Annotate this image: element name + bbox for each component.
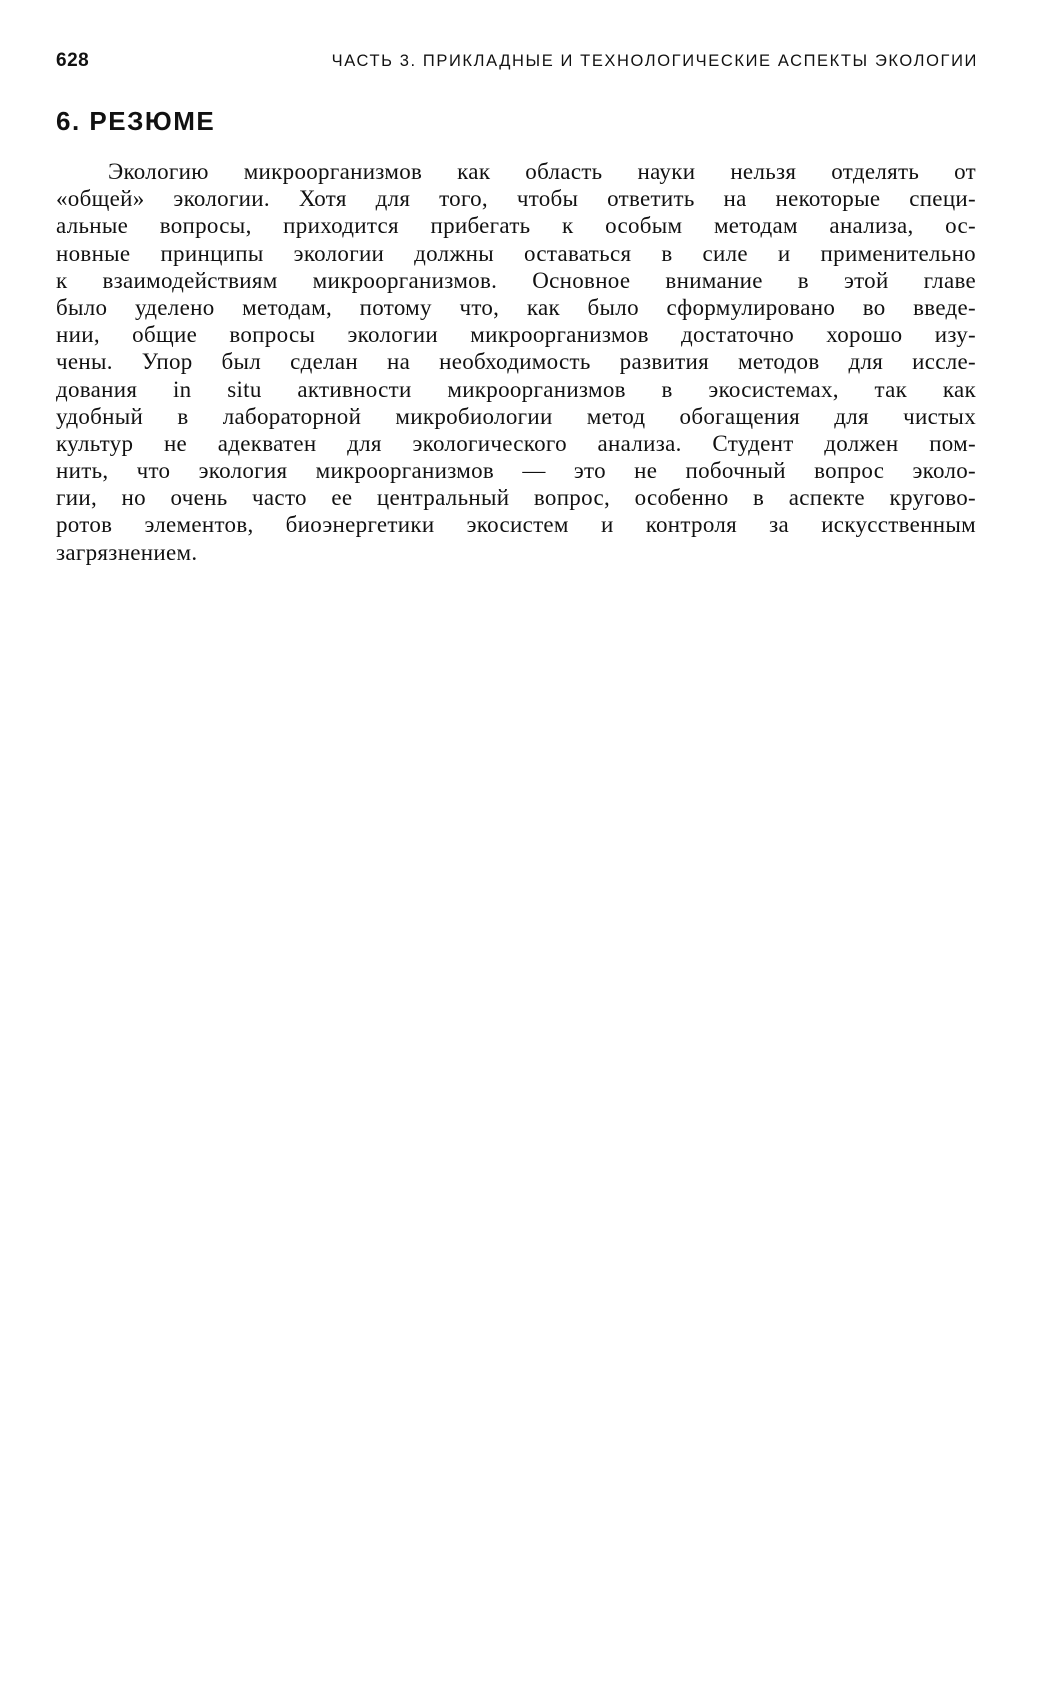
text-line: загрязнением. bbox=[56, 539, 198, 565]
text-line: чены. Упор был сделан на необходимость развития методов для иссле- bbox=[56, 349, 976, 375]
text-line: «общей» экологии. Хотя для того, чтобы ответить на некоторые специ- bbox=[56, 186, 976, 212]
text-line: нить, что экология микроорганизмов — это не побочный вопрос эколо- bbox=[56, 458, 976, 484]
text-line: дования in situ активности микроорганизмов в экосистемах, так как bbox=[56, 376, 976, 402]
text-line: ротов элементов, биоэнергетики экосистем и контроля за искусственным bbox=[56, 512, 976, 538]
text-line: альные вопросы, приходится прибегать к особым методам анализа, ос- bbox=[56, 213, 976, 239]
text-line: удобный в лабораторной микробиологии метод обогащения для чистых bbox=[56, 403, 976, 429]
summary-paragraph bbox=[56, 158, 976, 566]
section-heading: 6. РЕЗЮМЕ bbox=[56, 106, 216, 136]
text-line: гии, но очень часто ее центральный вопрос, особенно в аспекте кругово- bbox=[56, 485, 976, 511]
running-title: ЧАСТЬ 3. ПРИКЛАДНЫЕ И ТЕХНОЛОГИЧЕСКИЕ АСПЕКТЫ ЭКОЛОГИИ bbox=[331, 52, 978, 70]
text-line: было уделено методам, потому что, как было сформулировано во введе- bbox=[56, 294, 976, 320]
page-number: 628 bbox=[56, 50, 90, 71]
text-line: культур не адекватен для экологического анализа. Студент должен пом- bbox=[56, 430, 976, 456]
text-line: к взаимодействиям микроорганизмов. Основное внимание в этой главе bbox=[56, 267, 976, 293]
text-line: новные принципы экологии должны оставаться в силе и применительно bbox=[56, 240, 976, 266]
text-line: нии, общие вопросы экологии микроорганизмов достаточно хорошо изу- bbox=[56, 322, 976, 348]
text-line: Экологию микроорганизмов как область науки нельзя отделять от bbox=[108, 159, 976, 184]
running-head bbox=[56, 50, 978, 76]
